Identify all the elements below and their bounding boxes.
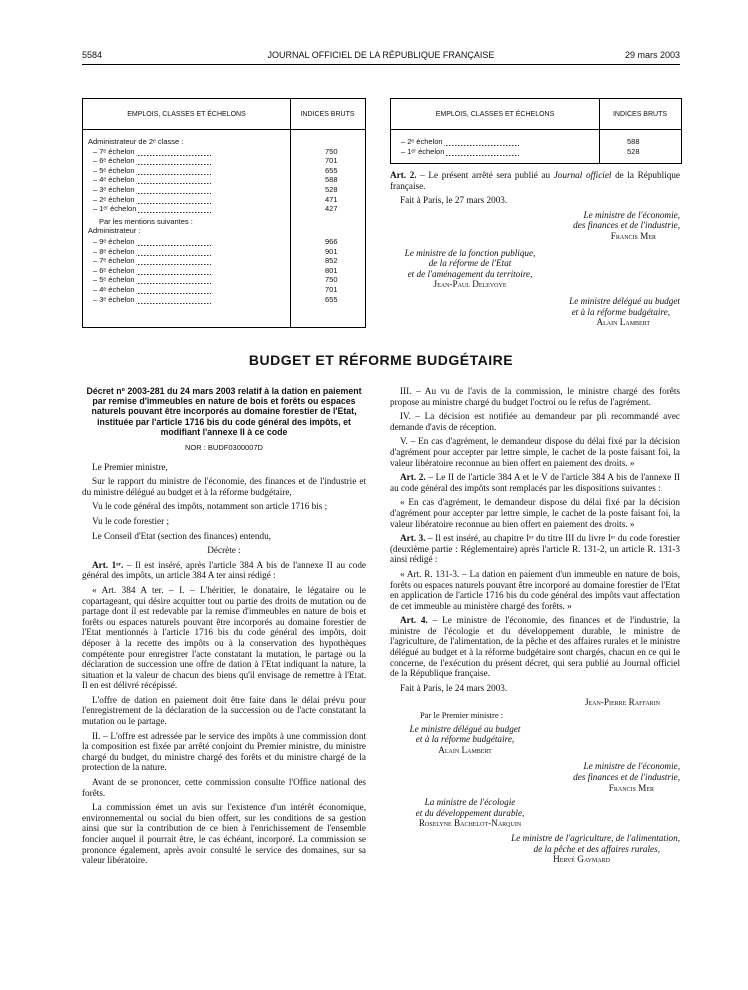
row-value: 471	[325, 194, 338, 204]
paragraph: « Art. R. 131-3. – La dation en paiement d'un immeuble en nature de bois, forêts ou espaces naturels pouvant être incorporé au domaine forestier de l'Etat en application de l'article 1716 bis du code général des impôts vaut affectation de cet immeuble au ministère chargé des forêts. »	[390, 568, 680, 611]
row-value: 655	[325, 294, 338, 304]
right-column	[390, 386, 680, 865]
journal-title: JOURNAL OFFICIEL DE LA RÉPUBLIQUE FRANÇAISE	[267, 50, 495, 60]
row-label: – 6ᵉ échelon	[93, 266, 211, 276]
table-row	[83, 285, 365, 295]
row-value: 655	[325, 165, 338, 175]
done-at: Fait à Paris, le 24 mars 2003.	[400, 682, 508, 693]
paragraph: Le Conseil d'Etat (section des finances) entendu,	[92, 530, 271, 541]
done-at: Fait à Paris, le 27 mars 2003.	[400, 195, 508, 206]
paragraph: L'offre de dation en paiement doit être faite dans le délai prévu pour l'enregistrement de la déclaration de la succession ou de l'acte constatant la mutation ou le partage.	[82, 694, 366, 727]
signature-fonction-publique: Le ministre de la fonction publique, de la réforme de l'Etat et de l'aménagement du territoire, Jean-Paul Delevoye	[404, 247, 536, 290]
row-value: 528	[325, 185, 338, 194]
row-label: Administrateur de 2ᵉ classe :	[88, 137, 184, 146]
table-row	[83, 275, 365, 285]
table-header-col1: EMPLOIS, CLASSES ET ÉCHELONS	[83, 99, 290, 130]
paragraph: IV. – La décision est notifiée au demandeur par pli recommandé avec demande d'avis de réception.	[390, 411, 680, 432]
row-value: 852	[325, 256, 338, 266]
paragraph: Vu le code forestier ;	[92, 515, 169, 526]
row-label: – 3ᵉ échelon	[93, 185, 211, 195]
table-row	[83, 237, 365, 247]
table-row	[83, 217, 365, 227]
table-row	[83, 166, 365, 176]
paragraph: II. – L'offre est adressée par le service des impôts à une commission dont la composition est fixée par arrêté conjoint du Premier ministre, du ministre chargé du budget, du ministre chargé des forêts et du ministre chargé de la protection de la nature.	[82, 730, 366, 773]
table-left	[82, 98, 366, 328]
signature-budget: Le ministre délégué au budget et à la réforme budgétaire, Alain Lambert	[409, 723, 521, 755]
row-label: – 2ᵉ échelon	[401, 137, 519, 147]
table-row	[83, 256, 365, 266]
article-2-arrete: Art. 2. – Le présent arrêté sera publié au Journal officiel de la République française.	[390, 170, 680, 191]
table-header-col2: INDICES BRUTS	[599, 99, 681, 130]
row-label: – 2ᵉ échelon	[93, 195, 211, 205]
row-label: – 1ᵉʳ échelon	[93, 204, 211, 214]
table-row	[83, 195, 365, 205]
paragraph: La commission émet un avis sur l'existence d'un intérêt économique, environnemental ou social du bien offert, sur les conditions de sa gestion ainsi que sur la contribution de ce bien à l'enrichissement de l'ensemble foncier auquel il pourrait être, le cas échéant, incorporé. La commission se prononce également, après avoir consulté le service des domaines, sur sa valeur libératoire.	[82, 802, 366, 866]
table-row	[391, 147, 681, 157]
prime-minister-name: Jean-Pierre Raffarin	[584, 697, 660, 708]
left-column	[82, 386, 366, 870]
table-row	[83, 175, 365, 185]
table-row	[83, 156, 365, 166]
paragraph: « Art. 384 A ter. – I. – L'héritier, le donataire, le légataire ou le copartageant, qui désire acquitter tout ou partie des droits de mutation ou de partage dont il est redevable par la remise d'immeubles en nature de bois et forêts ou espaces naturels pouvant être incorporés au domaine forestier de l'Etat mentionnés à l'article 1716 bis du code général des impôts, doit déposer à la recette des impôts ou à la conservation des hypothèques compétente pour enregistrer l'acte constatant la mutation, le partage ou la déclaration de succession une offre de dation à l'Etat indiquant la nature, la situation et la valeur de chacun des biens qu'il envisage de remettre à l'Etat. Il en est délivré récépissé.	[82, 584, 366, 691]
table-row	[391, 137, 681, 147]
row-value: 750	[325, 146, 338, 156]
decree-title: Décret nº 2003-281 du 24 mars 2003 relatif à la dation en paiement par remise d'immeubles en nature de bois et forêts ou espaces naturels pouvant être incorporés au domaine forestier de l'Etat, instituée par l'article 1716 bis du code général des impôts, et modifiant l'annexe II à ce code	[86, 386, 362, 437]
header-rule	[82, 64, 680, 65]
section-title: BUDGET ET RÉFORME BUDGÉTAIRE	[248, 352, 514, 368]
row-value: 966	[325, 237, 338, 246]
row-label: – 5ᵉ échelon	[93, 275, 211, 285]
signature-economy: Le ministre de l'économie, des finances et de l'industrie, Francis Mer	[573, 761, 680, 793]
row-value: 701	[325, 285, 338, 294]
row-label: – 4ᵉ échelon	[93, 285, 211, 295]
signature-budget: Le ministre délégué au budget et à la réforme budgétaire, Alain Lambert	[569, 295, 680, 328]
row-label: – 8ᵉ échelon	[93, 247, 211, 257]
article-4: Art. 4. – Le ministre de l'économie, des finances et de l'industrie, la ministre de l'écologie et du développement durable, le ministre de l'agriculture, de l'alimentation, de la pêche et des affaires rurales et le ministre délégué au budget et à la réforme budgétaire sont chargés, chacun en ce qui le concerne, de l'exécution du présent décret, qui sera publié au Journal officiel de la République française.	[390, 615, 680, 679]
row-label: Administrateur :	[88, 226, 141, 236]
row-value: 801	[325, 265, 338, 275]
table-right	[390, 98, 682, 164]
signature-economy: Le ministre de l'économie, des finances et de l'industrie, Francis Mer	[573, 209, 680, 241]
paragraph: Sur le rapport du ministre de l'économie, des finances et de l'industrie et du ministre délégué au budget et à la réforme budgétaire,	[82, 476, 366, 497]
row-label: – 4ᵉ échelon	[93, 175, 211, 185]
decrete: Décrète :	[207, 545, 241, 556]
paragraph: Le Premier ministre,	[92, 461, 168, 472]
row-value: 588	[627, 137, 640, 146]
article-1: Art. 1ᵉʳ. – Il est inséré, après l'article 384 A bis de l'annexe II au code général des impôts, un article 384 A ter ainsi rédigé :	[82, 559, 366, 581]
table-row	[83, 185, 365, 195]
row-label: – 3ᵉ échelon	[93, 295, 211, 305]
paragraph: « En cas d'agrément, le demandeur dispose du délai fixé par la décision d'agrément pour accepter par lettre simple, le cachet de la poste faisant foi, la valeur libératoire reconnue au bien offert en paiement des droits. »	[390, 497, 680, 529]
row-value: 528	[627, 146, 640, 156]
table-row	[83, 137, 365, 147]
row-label: – 7ᵉ échelon	[93, 256, 211, 266]
row-label: – 9ᵉ échelon	[93, 237, 211, 247]
row-label: – 1ᵉʳ échelon	[401, 147, 519, 157]
paragraph: Avant de se prononcer, cette commission consulte l'Office national des forêts.	[82, 777, 366, 798]
table-row	[83, 295, 365, 305]
article-2: Art. 2. – Le II de l'article 384 A et le V de l'article 384 A bis de l'annexe II au code général des impôts sont remplacés par les dispositions suivantes :	[390, 472, 680, 493]
row-label: Par les mentions suivantes :	[99, 216, 193, 226]
par-premier-ministre: Par le Premier ministre :	[420, 710, 504, 721]
nor-reference: NOR : BUDF0300007D	[185, 443, 263, 453]
paragraph: V. – En cas d'agrément, le demandeur dispose du délai fixé par la décision d'agrément pour accepter par lettre simple, le cachet de la poste faisant foi, la valeur libératoire reconnue au bien offert en paiement des droits. »	[390, 436, 680, 468]
table-header-col1: EMPLOIS, CLASSES ET ÉCHELONS	[391, 99, 599, 130]
paragraph: Vu le code général des impôts, notamment son article 1716 bis ;	[92, 501, 328, 512]
table-row	[83, 226, 365, 236]
page-number: 5584	[82, 50, 103, 60]
row-value: 427	[325, 204, 338, 214]
row-label: – 7ᵉ échelon	[93, 147, 211, 157]
signature-ecology: La ministre de l'écologie et du développement durable, Roselyne Bachelot-Narquin	[415, 797, 525, 829]
row-value: 701	[325, 156, 338, 166]
row-label: – 6ᵉ échelon	[93, 156, 211, 166]
row-label: – 5ᵉ échelon	[93, 166, 211, 176]
issue-date: 29 mars 2003	[624, 50, 680, 60]
signature-agriculture: Le ministre de l'agriculture, de l'alimentation, de la pêche et des affaires rurales, Hervé Gaymard	[511, 832, 680, 865]
table-row	[83, 204, 365, 214]
row-value: 750	[325, 275, 338, 285]
row-value: 901	[325, 246, 338, 256]
article-3: Art. 3. – Il est inséré, au chapitre Iᵉʳ du titre III du livre Iᵉʳ du code forestier (deuxième partie : Réglementaire) après l'article R. 131-2, un article R. 131-3 ainsi rédigé :	[390, 533, 680, 565]
table-header-col2: INDICES BRUTS	[290, 99, 365, 130]
table-row	[83, 266, 365, 276]
top-right-text	[390, 170, 680, 328]
table-row	[83, 147, 365, 157]
paragraph: III. – Au vu de l'avis de la commission, le ministre chargé des forêts propose au ministre chargé du budget l'octroi ou le refus de l'agrément.	[390, 386, 680, 407]
table-row	[83, 247, 365, 257]
row-value: 588	[325, 175, 338, 185]
